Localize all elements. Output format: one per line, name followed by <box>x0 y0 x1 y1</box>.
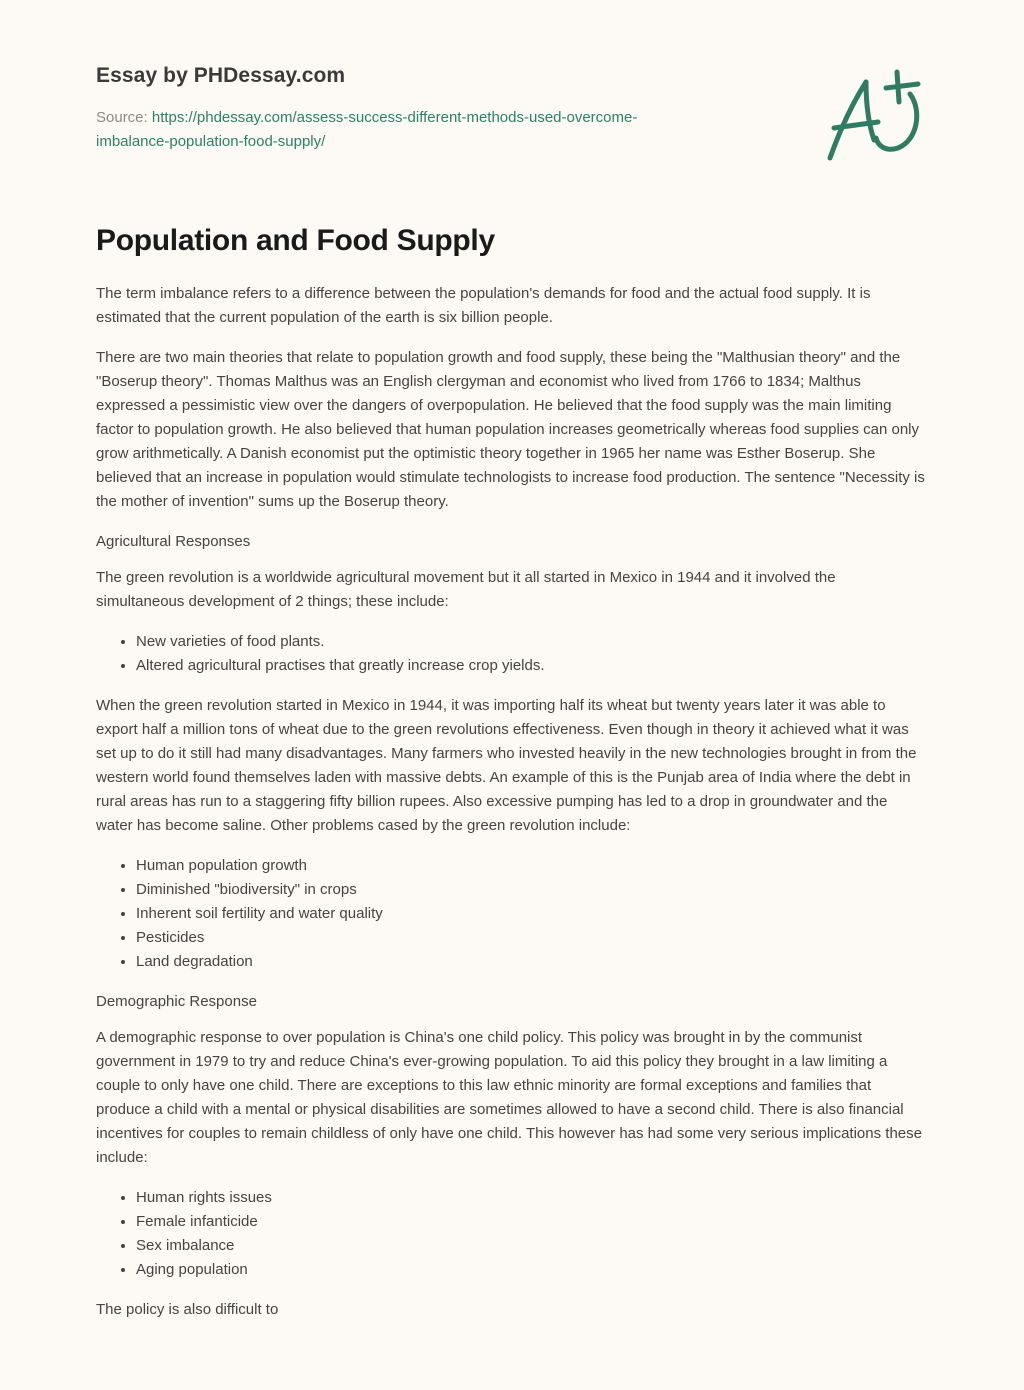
source-label: Source: <box>96 109 152 126</box>
article-title: Population and Food Supply <box>96 224 495 257</box>
section-heading-demographic: Demographic Response <box>96 993 257 1010</box>
list-item: • Altered agricultural practises that greatly increase crop yields. <box>136 654 928 678</box>
problems-list <box>96 854 928 974</box>
page-header <box>96 64 736 154</box>
paragraph-green-revolution-intro: The green revolution is a worldwide agricultural movement but it all started in Mexico in 1944 and it involved the simultaneous development of 2 things; these include: <box>96 569 836 610</box>
list-item: • Diminished "biodiversity" in crops <box>136 878 928 902</box>
article <box>96 224 928 1338</box>
list-item: • Pesticides <box>136 926 928 950</box>
a-plus-grade-icon <box>822 68 930 164</box>
site-title: Essay by PHDessay.com <box>96 64 346 87</box>
list-item: • Inherent soil fertility and water quality <box>136 902 928 926</box>
source-link-line1: https://phdessay.com/assess-success-different-methods-used-overcome- <box>151 109 638 126</box>
paragraph-closing-fragment: The policy is also difficult to <box>96 1301 279 1318</box>
list-item: • Female infanticide <box>136 1210 928 1234</box>
list-item: • Human population growth <box>136 854 928 878</box>
section-heading-agricultural: Agricultural Responses <box>96 533 251 550</box>
paragraph-intro: The term imbalance refers to a difference between the population's demands for food and the actual food supply. It is estimated that the current population of the earth is six billion people. <box>96 285 871 326</box>
list-item: • Land degradation <box>136 950 928 974</box>
source-link[interactable] <box>96 109 637 150</box>
list-item: • New varieties of food plants. <box>136 630 928 654</box>
implications-list <box>96 1186 928 1282</box>
list-item: • Aging population <box>136 1258 928 1282</box>
source-line <box>96 106 736 154</box>
green-revolution-list <box>96 630 928 678</box>
source-link-line2: imbalance-population-food-supply/ <box>96 133 326 150</box>
list-item: • Human rights issues <box>136 1186 928 1210</box>
paragraph-demographic-body: A demographic response to over population is China's one child policy. This policy was brought in by the communist government in 1979 to try and reduce China's ever-growing population. To aid this policy they brought in a law limiting a couple to only have one child. There are exceptions to this law ethnic minority are formal exceptions and families that produce a child with a mental or physical disabilities are sometimes allowed to have a second child. There is also financial incentives for couples to remain childless of only have one child. This however has had some very serious implications these include: <box>96 1029 922 1166</box>
paragraph-theories: There are two main theories that relate to population growth and food supply, these being the "Malthusian theory" and the "Boserup theory". Thomas Malthus was an English clergyman and economist who lived from 1766 to 1834; Malthus expressed a pessimistic view over the dangers of overpopulation. He believed that the food supply was the main limiting factor to population growth. He also believed that human population increases geometrically whereas food supplies can only grow arithmetically. A Danish economist put the optimistic theory together in 1965 her name was Esther Boserup. She believed that an increase in population would stimulate technologists to increase food production. The sentence "Necessity is the mother of invention" sums up the Boserup theory. <box>96 349 925 510</box>
paragraph-green-revolution-body: When the green revolution started in Mexico in 1944, it was importing half its wheat but twenty years later it was able to export half a million tons of wheat due to the green revolutions effectiveness. Even though in theory it achieved what it was set up to do it still had many disadvantages. Many farmers who invested heavily in the new technologies brought in from the western world found themselves laden with massive debts. An example of this is the Punjab area of India where the debt in rural areas has run to a staggering fifty billion rupees. Also excessive pumping has led to a drop in groundwater and the water has become saline. Other problems cased by the green revolution include: <box>96 697 917 834</box>
list-item: • Sex imbalance <box>136 1234 928 1258</box>
